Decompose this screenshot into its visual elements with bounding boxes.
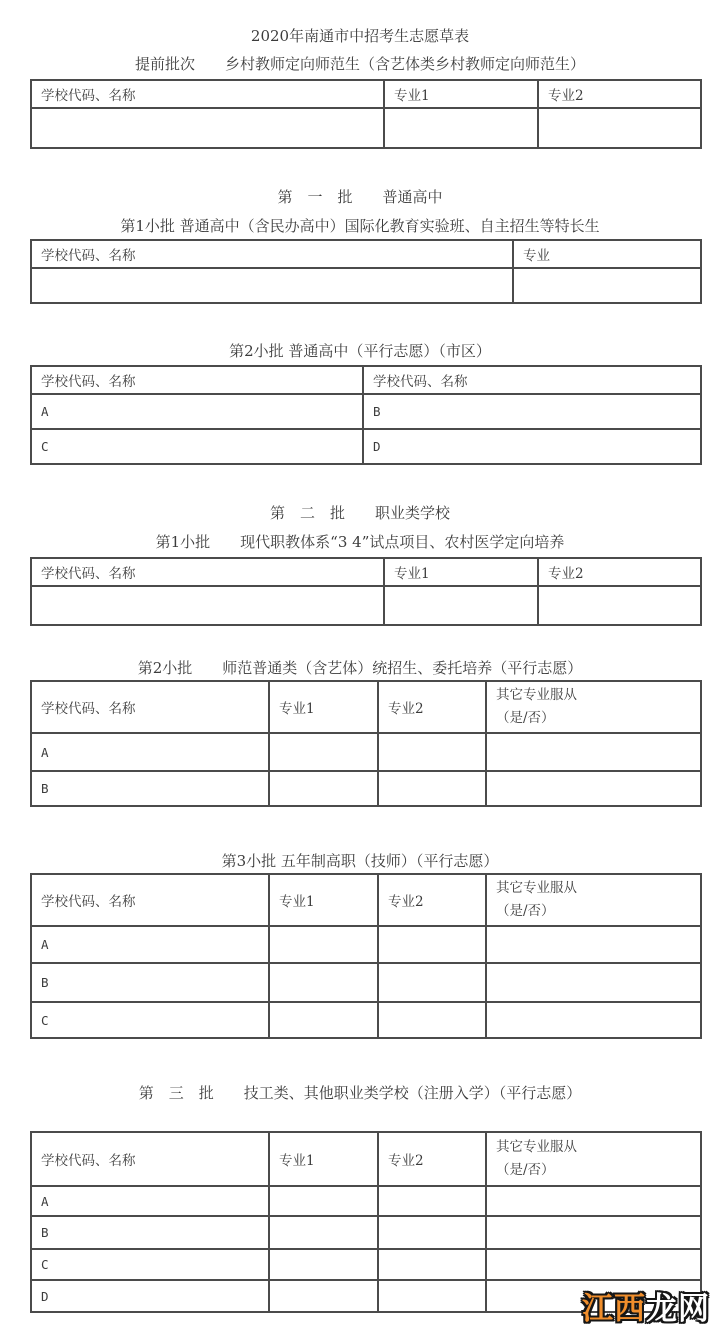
major1-header: 专业1 [269, 874, 378, 926]
batch2-sub1-heading: 第1小批 现代职教体系“3 4”试点项目、农村医学定向培养 [155, 533, 565, 551]
choice-a-cell: A [31, 1186, 269, 1216]
batch2-sub2-heading: 第2小批 师范普通类（含艺体）统招生、委托培养（平行志愿） [137, 659, 583, 677]
table-row [31, 1249, 701, 1280]
major1-cell [269, 963, 378, 1002]
major1-header: 专业1 [269, 681, 378, 733]
major1-cell [269, 1216, 378, 1249]
table-row [31, 1216, 701, 1249]
preadmission-table [30, 79, 702, 149]
major2-header: 专业2 [538, 80, 701, 108]
school-code-header: 学校代码、名称 [31, 558, 384, 586]
major1-cell [384, 586, 538, 625]
table-row [31, 1002, 701, 1038]
major1-header: 专业1 [384, 80, 538, 108]
choice-a-cell: A [31, 926, 269, 963]
choice-b-cell: B [31, 963, 269, 1002]
major1-cell [269, 926, 378, 963]
watermark-logo [582, 1283, 710, 1328]
major2-header: 专业2 [378, 874, 486, 926]
major2-cell [538, 108, 701, 148]
table-row [31, 108, 701, 148]
obey-cell [486, 1249, 701, 1280]
batch2-sub3-table [30, 873, 702, 1039]
major2-cell [378, 1002, 486, 1038]
major1-cell [384, 108, 538, 148]
choice-b-cell: B [363, 394, 701, 429]
other-major-obey-header: 其它专业服从 （是/否） [486, 1132, 701, 1186]
watermark-text-white: 龙网 [646, 1291, 710, 1327]
other-major-obey-header: 其它专业服从 （是/否） [486, 681, 701, 733]
major1-cell [269, 733, 378, 771]
table-row [31, 268, 701, 303]
table-row [31, 771, 701, 806]
obey-cell [486, 771, 701, 806]
choice-a-cell: A [31, 394, 363, 429]
batch1-sub1-heading: 第1小批 普通高中（含民办高中）国际化教育实验班、自主招生等特长生 [120, 217, 600, 235]
school-code-cell [31, 268, 513, 303]
batch1-heading: 第 一 批 普通高中 [277, 188, 443, 206]
watermark-text-orange: 江西 [582, 1291, 646, 1327]
school-code-cell [31, 108, 384, 148]
major1-cell [269, 771, 378, 806]
obey-cell [486, 733, 701, 771]
major2-cell [378, 926, 486, 963]
other-major-obey-header: 其它专业服从 （是/否） [486, 874, 701, 926]
table-row [31, 394, 701, 429]
batch2-sub2-table [30, 680, 702, 807]
batch1-sub1-table [30, 239, 702, 304]
table-row [31, 1186, 701, 1216]
major2-cell [378, 733, 486, 771]
major2-cell [378, 1249, 486, 1280]
batch1-sub2-table [30, 365, 702, 465]
major1-cell [269, 1186, 378, 1216]
major1-cell [269, 1249, 378, 1280]
obey-cell [486, 1002, 701, 1038]
major2-cell [538, 586, 701, 625]
major1-header: 专业1 [384, 558, 538, 586]
choice-c-cell: C [31, 1002, 269, 1038]
major2-header: 专业2 [538, 558, 701, 586]
choice-c-cell: C [31, 429, 363, 464]
school-code-header: 学校代码、名称 [363, 366, 701, 394]
major-cell [513, 268, 701, 303]
choice-c-cell: C [31, 1249, 269, 1280]
major1-cell [269, 1002, 378, 1038]
school-code-header: 学校代码、名称 [31, 80, 384, 108]
major2-cell [378, 771, 486, 806]
major2-header: 专业2 [378, 1132, 486, 1186]
school-code-header: 学校代码、名称 [31, 366, 363, 394]
table-row [31, 586, 701, 625]
school-code-cell [31, 586, 384, 625]
obey-cell [486, 926, 701, 963]
table-row [31, 926, 701, 963]
batch1-sub2-heading: 第2小批 普通高中（平行志愿）（市区） [229, 342, 491, 360]
school-code-header: 学校代码、名称 [31, 1132, 269, 1186]
school-code-header: 学校代码、名称 [31, 240, 513, 268]
choice-b-cell: B [31, 771, 269, 806]
table-row [31, 429, 701, 464]
section-heading-preadmission: 提前批次 乡村教师定向师范生（含艺体类乡村教师定向师范生） [134, 55, 585, 73]
major-header: 专业 [513, 240, 701, 268]
major2-cell [378, 1216, 486, 1249]
batch2-heading: 第 二 批 职业类学校 [269, 504, 450, 522]
obey-cell [486, 1186, 701, 1216]
choice-a-cell: A [31, 733, 269, 771]
major2-cell [378, 1280, 486, 1312]
obey-cell [486, 963, 701, 1002]
major1-cell [269, 1280, 378, 1312]
batch2-sub3-heading: 第3小批 五年制高职（技师）（平行志愿） [221, 852, 499, 870]
school-code-header: 学校代码、名称 [31, 874, 269, 926]
table-row [31, 963, 701, 1002]
major2-cell [378, 963, 486, 1002]
choice-d-cell: D [31, 1280, 269, 1312]
batch2-sub1-table [30, 557, 702, 626]
page-title: 2020年南通市中招考生志愿草表 [250, 27, 470, 45]
obey-cell [486, 1216, 701, 1249]
school-code-header: 学校代码、名称 [31, 681, 269, 733]
choice-d-cell: D [363, 429, 701, 464]
major2-cell [378, 1186, 486, 1216]
choice-b-cell: B [31, 1216, 269, 1249]
major1-header: 专业1 [269, 1132, 378, 1186]
major2-header: 专业2 [378, 681, 486, 733]
table-row [31, 733, 701, 771]
batch3-heading: 第 三 批 技工类、其他职业类学校（注册入学）（平行志愿） [138, 1084, 582, 1102]
